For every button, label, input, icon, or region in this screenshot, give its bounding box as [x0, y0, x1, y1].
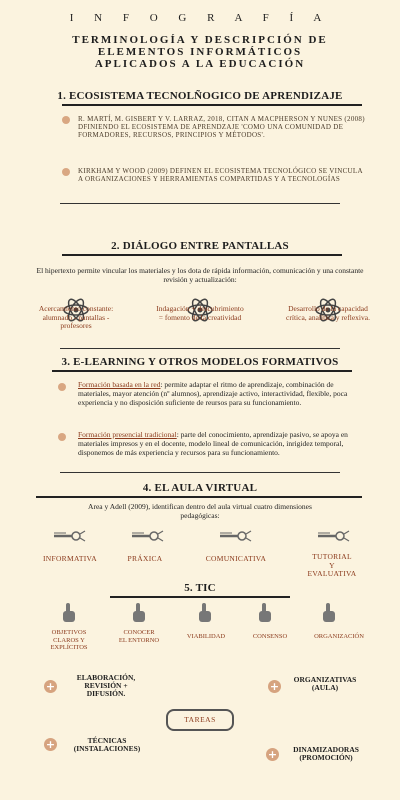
bullet-icon	[62, 116, 70, 124]
hand-pointer-icon	[60, 602, 78, 624]
section2-intro: El hipertexto permite vincular los materiales y los dota de rápida información, comunicación y una constante revisión y actualización:	[36, 266, 364, 284]
plug-icon	[130, 527, 164, 545]
section3-item-2-term: Formación presencial tradicional	[78, 430, 177, 439]
bullet-icon	[58, 383, 66, 391]
plug-icon	[316, 527, 350, 545]
section5-title: 5. TIC	[184, 582, 216, 594]
section4-intro: Area y Adell (2009), identifican dentro del aula virtual cuatro dimensiones pedagógicas:	[88, 502, 312, 520]
title-line-3: APLICADOS A LA EDUCACIÓN	[94, 58, 306, 70]
task-dinamizadoras: DINAMIZADORAS (PROMOCIÓN)	[293, 745, 359, 762]
title-line-1: TERMINOLOGÍA Y DESCRIPCIÓN DE	[72, 34, 328, 46]
dimension-tutorial: TUTORIAL Y EVALUATIVA	[307, 552, 357, 578]
tic-item-viabilidad: VIABILIDAD	[186, 633, 226, 640]
section1-rule	[62, 104, 362, 106]
bullet-icon	[62, 168, 70, 176]
bullet-icon	[58, 433, 66, 441]
section4-title: 4. EL AULA VIRTUAL	[142, 482, 258, 494]
section3-item-1-term: Formación basada en la red	[78, 380, 161, 389]
plus-icon: +	[269, 680, 280, 693]
task-elaboracion: ELABORACIÓN, REVISIÓN + DIFUSIÓN.	[76, 673, 136, 698]
tic-item-organizacion: ORGANIZACIÓN	[314, 633, 364, 640]
kicker: I N F O G R A F Í A	[69, 12, 331, 24]
section1-title: 1. ECOSISTEMA TECNOLÑOGICO DE APRENDIZAJE	[57, 90, 343, 102]
section1-bullet-1: R. MARTÍ, M. GISBERT Y V. LARRAZ, 2018, CITAN A MACPHERSON Y NUNES (2008) DFINIENDO EL ECOSISTEMA DE APRENDZAJE 'COMO UNA COMUNIDAD DE FORMADORES, RECURSOS, PRINCIPIOS Y MÉTODOS'.	[78, 115, 365, 139]
dimension-praxica: PRÁXICA	[127, 554, 163, 563]
section2-rule	[62, 254, 342, 256]
tic-item-objetivos: OBJETIVOS CLAROS Y EXPLÍCITOS	[50, 629, 88, 651]
section5-rule	[110, 596, 290, 598]
section1-bullet-2: KIRKHAM Y WOOD (2009) DEFINEN EL ECOSISTEMA TECNOLÓGICO SE VINCULA A ORGANIZACIONES Y HERRAMIENTAS COMPARTIDAS Y A TECNOLOGÍAS	[78, 167, 363, 183]
dimension-informativa: INFORMATIVA	[42, 554, 97, 563]
section3-title: 3. E-LEARNING Y OTROS MODELOS FORMATIVOS	[61, 356, 339, 368]
tic-item-entorno: CONOCER EL ENTORNO	[118, 629, 160, 644]
section3-item-2-text: : parte del conocimiento, aprendizaje pasivo, se apoya en materiales impresos y en el docente, modelo lineal de comunicación, inrigidez temporal, disponemos de más experiencia y recursos para su funcionamiento.	[78, 430, 348, 457]
plus-icon: +	[267, 748, 278, 761]
task-organizativas: ORGANIZATIVAS (AULA)	[293, 675, 357, 692]
plus-icon: +	[45, 738, 56, 751]
task-tecnicas: TÉCNICAS (INSTALACIONES)	[73, 736, 141, 753]
section2-item-2: Indagación + descubrimiento = fomento de la creatividad	[156, 304, 244, 322]
page-title	[0, 34, 400, 70]
plug-icon	[218, 527, 252, 545]
divider	[60, 348, 340, 349]
section3-item-1-text: : permite adaptar el ritmo de aprendizaje, combinación de materiales, mayor atención (nº alumnos), aprendizaje activo, interactividad, flexible, poca experiencia y no disposición suficiente de reursos para su funcionamiento.	[78, 380, 348, 407]
section4-rule	[36, 496, 362, 498]
divider	[60, 203, 340, 204]
section2-title: 2. DIÁLOGO ENTRE PANTALLAS	[111, 240, 289, 252]
tareas-box: TAREAS	[166, 709, 234, 731]
section3-item-1	[78, 380, 368, 407]
section2-item-3: Desarrollo de la capacidad crítica, analítica y reflexiva.	[286, 304, 370, 322]
section3-item-2	[78, 430, 368, 457]
section2-item-1: Acercamiento constante: alumnado - pantallas - profesores	[38, 304, 114, 330]
title-line-2: ELEMENTOS INFORMÁTICOS	[97, 46, 303, 58]
tic-item-consenso: CONSENSO	[252, 633, 288, 640]
dimension-comunicativa: COMUNICATIVA	[205, 554, 267, 563]
divider	[60, 472, 340, 473]
section3-rule	[52, 370, 352, 372]
plus-icon: +	[45, 680, 56, 693]
hand-pointer-icon	[320, 602, 338, 624]
hand-pointer-icon	[196, 602, 214, 624]
hand-pointer-icon	[256, 602, 274, 624]
hand-pointer-icon	[130, 602, 148, 624]
plug-icon	[52, 527, 86, 545]
